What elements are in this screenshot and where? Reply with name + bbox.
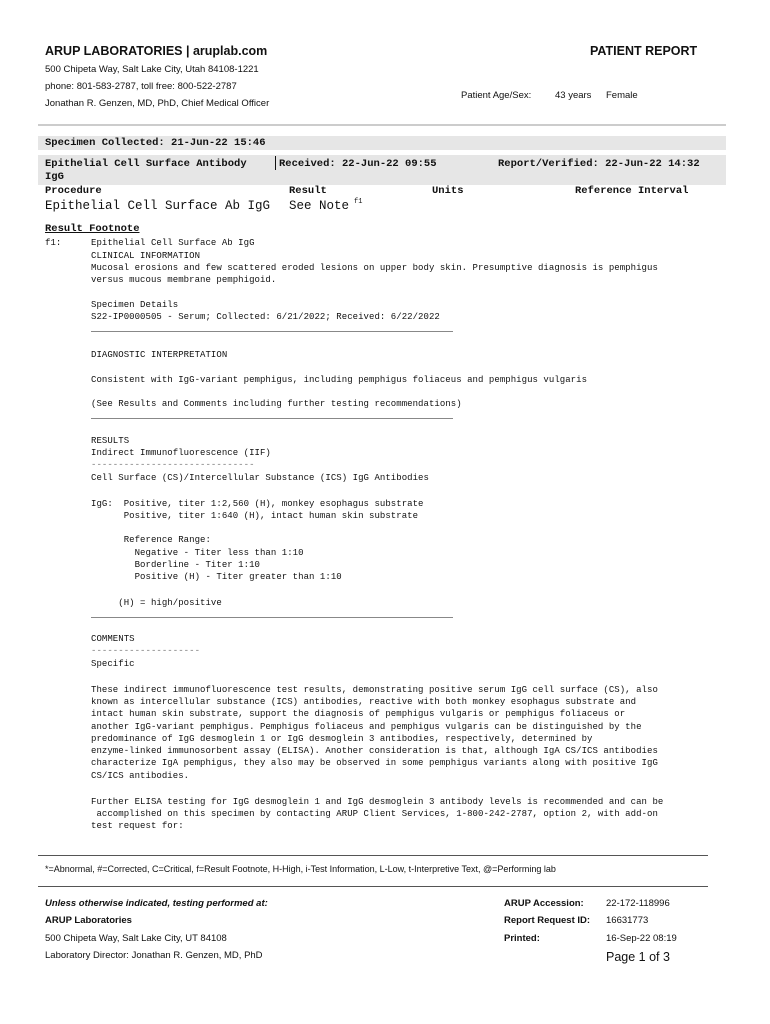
accession-value: 22-172-118996 — [606, 898, 670, 909]
printed-value: 16-Sep-22 08:19 — [606, 933, 677, 944]
footnote-line: another IgG-variant pemphigus. Pemphigus foliaceus and pemphigus vulgaris can be distinguished by the — [91, 722, 642, 732]
footnote-line: enzyme-linked immunosorbent assay (ELISA). Another consideration is that, although IgA CS/ICS antibodies — [91, 746, 658, 756]
footnote-line: Specific — [91, 659, 135, 669]
clinical-info-heading: CLINICAL INFORMATION — [91, 251, 201, 261]
column-reference-interval: Reference Interval — [575, 185, 689, 197]
section-separator — [91, 617, 453, 618]
footnote-line: IgG: Positive, titer 1:2,560 (H), monkey esophagus substrate — [91, 499, 424, 509]
footnote-line: known as intercellular substance (ICS) antibodies, reactive with both monkey esophagus substrate and — [91, 697, 637, 707]
performed-at-label: Unless otherwise indicated, testing performed at: — [45, 898, 268, 909]
footnote-line: Cell Surface (CS)/Intercellular Substance (ICS) IgG Antibodies — [91, 473, 429, 483]
footnote-line: Consistent with IgG-variant pemphigus, including pemphigus foliaceus and pemphigus vulgaris — [91, 375, 588, 385]
column-result: Result — [289, 185, 327, 197]
result-value: See Note — [289, 199, 350, 213]
header-divider — [38, 124, 726, 126]
printed-label: Printed: — [504, 933, 540, 944]
lab-phone: phone: 801-583-2787, toll free: 800-522-2787 — [45, 81, 237, 92]
lab-director: Laboratory Director: Jonathan R. Genzen, MD, PhD — [45, 950, 263, 961]
verified-date: Report/Verified: 22-Jun-22 14:32 — [498, 158, 700, 170]
footnote-line: Positive (H) - Titer greater than 1:10 — [91, 572, 342, 582]
medical-officer: Jonathan R. Genzen, MD, PhD, Chief Medical Officer — [45, 98, 270, 109]
results-heading: RESULTS — [91, 436, 130, 446]
section-separator — [91, 331, 453, 332]
patient-sex: Female — [606, 90, 638, 101]
footnote-marker: f1: — [45, 238, 62, 248]
performing-lab: ARUP Laboratories — [45, 915, 132, 926]
footnote-line: accomplished on this specimen by contacting ARUP Client Services, 1-800-242-2787, option 2, with add-on — [91, 809, 658, 819]
lab-name: ARUP LABORATORIES | aruplab.com — [45, 44, 268, 58]
procedure-value: Epithelial Cell Surface Ab IgG — [45, 199, 271, 213]
column-procedure: Procedure — [45, 185, 102, 197]
footnote-line: versus mucous membrane pemphigoid. — [91, 275, 277, 285]
test-name-line2: IgG — [45, 171, 64, 183]
flag-legend: *=Abnormal, #=Corrected, C=Critical, f=Result Footnote, H-High, i-Test Information, L-Low, t-Interpretive Text, @=Performing lab — [45, 864, 556, 874]
result-footnote-heading: Result Footnote — [45, 223, 140, 235]
footnote-line: CS/ICS antibodies. — [91, 771, 190, 781]
footnote-line: -------------------- — [91, 646, 201, 656]
footnote-line: Negative - Titer less than 1:10 — [91, 548, 304, 558]
footnote-line: Borderline - Titer 1:10 — [91, 560, 260, 570]
test-name: Epithelial Cell Surface Antibody — [45, 158, 247, 170]
report-request-value: 16631773 — [606, 915, 649, 926]
performing-lab-address: 500 Chipeta Way, Salt Lake City, UT 84108 — [45, 933, 227, 944]
specimen-details-value: S22-IP0000505 - Serum; Collected: 6/21/2022; Received: 6/22/2022 — [91, 312, 440, 322]
footnote-line: Further ELISA testing for IgG desmoglein 1 and IgG desmoglein 3 antibody levels is recommended and can be — [91, 797, 664, 807]
footer-divider — [38, 855, 708, 856]
column-units: Units — [432, 185, 464, 197]
section-separator — [91, 418, 453, 419]
footnote-line: (H) = high/positive — [91, 598, 222, 608]
patient-age-sex-label: Patient Age/Sex: — [461, 90, 532, 101]
footnote-line: These indirect immunofluorescence test results, demonstrating positive serum IgG cell surface (CS), also — [91, 685, 658, 695]
footnote-line: Epithelial Cell Surface Ab IgG — [91, 238, 255, 248]
footnote-line: test request for: — [91, 821, 184, 831]
specimen-details-heading: Specimen Details — [91, 300, 179, 310]
diagnostic-interpretation-heading: DIAGNOSTIC INTERPRETATION — [91, 350, 228, 360]
specimen-collected: Specimen Collected: 21-Jun-22 15:46 — [45, 137, 266, 149]
footnote-line: Indirect Immunofluorescence (IIF) — [91, 448, 271, 458]
footnote-line: Reference Range: — [91, 535, 211, 545]
footnote-line: Mucosal erosions and few scattered eroded lesions on upper body skin. Presumptive diagnosis is pemphigus — [91, 263, 658, 273]
footnote-line: (See Results and Comments including further testing recommendations) — [91, 399, 462, 409]
report-title: PATIENT REPORT — [590, 44, 698, 58]
footnote-line: intact human skin substrate, support the diagnosis of pemphigus vulgaris or pemphigus foliaceus or — [91, 709, 626, 719]
received-date: Received: 22-Jun-22 09:55 — [279, 158, 437, 170]
lab-address: 500 Chipeta Way, Salt Lake City, Utah 84108-1221 — [45, 64, 259, 75]
footnote-line: characterize IgA pemphigus, they also may be observed in some pemphigus variants along with positive IgG — [91, 758, 658, 768]
footer-divider — [38, 886, 708, 887]
test-name-divider — [275, 156, 276, 170]
page-number: Page 1 of 3 — [606, 950, 670, 964]
comments-heading: COMMENTS — [91, 634, 135, 644]
result-footnote-flag: f1 — [354, 198, 363, 206]
report-request-label: Report Request ID: — [504, 915, 591, 926]
patient-age: 43 years — [555, 90, 592, 101]
footnote-line: predominance of IgG desmoglein 1 or IgG desmoglein 3 antibodies, respectively, determined by — [91, 734, 593, 744]
accession-label: ARUP Accession: — [504, 898, 584, 909]
footnote-line: ------------------------------ — [91, 460, 255, 470]
footnote-line: Positive, titer 1:640 (H), intact human skin substrate — [91, 511, 419, 521]
